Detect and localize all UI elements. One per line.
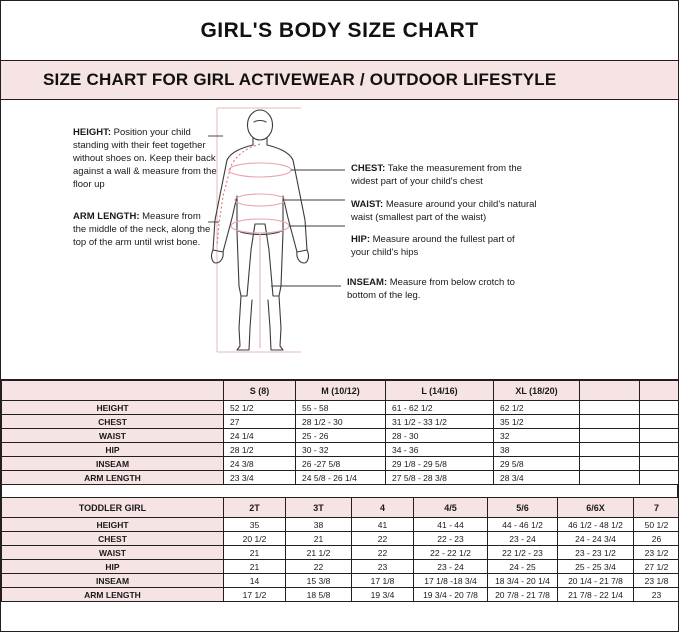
callout-arm-length bbox=[73, 210, 215, 249]
toddler-height-6-6x: 46 1/2 - 48 1/2 bbox=[558, 518, 634, 532]
toddler-header-2t: 2T bbox=[224, 498, 286, 518]
callout-inseam-text: Measure from below crotch to bottom of the leg. bbox=[347, 277, 515, 301]
toddler-hip-7: 27 1/2 bbox=[634, 560, 679, 574]
callout-hip-text: Measure around the fullest part of your child's hips bbox=[351, 234, 515, 258]
girls-height-l: 61 - 62 1/2 bbox=[386, 401, 494, 415]
toddler-chest-6-6x: 24 - 24 3/4 bbox=[558, 532, 634, 546]
girls-hip-extra2 bbox=[640, 443, 679, 457]
toddler-waist-4: 22 bbox=[352, 546, 414, 560]
toddler-chest-7: 26 bbox=[634, 532, 679, 546]
girls-height-xl: 62 1/2 bbox=[494, 401, 580, 415]
girls-row-label-height: HEIGHT bbox=[2, 401, 224, 415]
toddler-hip-3t: 22 bbox=[286, 560, 352, 574]
table-header-row bbox=[2, 498, 679, 518]
callout-waist-label: WAIST: bbox=[351, 199, 384, 210]
toddler-hip-2t: 21 bbox=[224, 560, 286, 574]
callout-chest-label: CHEST: bbox=[351, 163, 386, 174]
girls-arm-length-extra2 bbox=[640, 471, 679, 485]
girls-waist-l: 28 - 30 bbox=[386, 429, 494, 443]
girls-inseam-s: 24 3/8 bbox=[224, 457, 296, 471]
girls-header-m: M (10/12) bbox=[296, 381, 386, 401]
toddler-height-5-6: 44 - 46 1/2 bbox=[488, 518, 558, 532]
toddler-row-label-height: HEIGHT bbox=[2, 518, 224, 532]
toddler-arm-length-6-6x: 21 7/8 - 22 1/4 bbox=[558, 588, 634, 602]
toddler-row-label-chest: CHEST bbox=[2, 532, 224, 546]
toddler-height-4: 41 bbox=[352, 518, 414, 532]
toddler-arm-length-5-6: 20 7/8 - 21 7/8 bbox=[488, 588, 558, 602]
girls-hip-m: 30 - 32 bbox=[296, 443, 386, 457]
girls-arm-length-extra1 bbox=[580, 471, 640, 485]
girls-chest-m: 28 1/2 - 30 bbox=[296, 415, 386, 429]
girls-chest-xl: 35 1/2 bbox=[494, 415, 580, 429]
girls-waist-xl: 32 bbox=[494, 429, 580, 443]
girls-hip-l: 34 - 36 bbox=[386, 443, 494, 457]
toddler-hip-4-5: 23 - 24 bbox=[414, 560, 488, 574]
toddler-hip-5-6: 24 - 25 bbox=[488, 560, 558, 574]
toddler-height-4-5: 41 - 44 bbox=[414, 518, 488, 532]
callout-inseam-label: INSEAM: bbox=[347, 277, 388, 288]
girls-hip-xl: 38 bbox=[494, 443, 580, 457]
girls-height-extra1 bbox=[580, 401, 640, 415]
title-bar bbox=[1, 1, 678, 61]
toddler-chest-5-6: 23 - 24 bbox=[488, 532, 558, 546]
girls-waist-s: 24 1/4 bbox=[224, 429, 296, 443]
toddler-arm-length-4: 19 3/4 bbox=[352, 588, 414, 602]
toddler-chest-4-5: 22 - 23 bbox=[414, 532, 488, 546]
toddler-arm-length-2t: 17 1/2 bbox=[224, 588, 286, 602]
girls-header-s: S (8) bbox=[224, 381, 296, 401]
table-row bbox=[2, 457, 679, 471]
girls-height-s: 52 1/2 bbox=[224, 401, 296, 415]
table-row bbox=[2, 588, 679, 602]
toddler-height-3t: 38 bbox=[286, 518, 352, 532]
toddler-size-table bbox=[1, 497, 679, 602]
page-subtitle: SIZE CHART FOR GIRL ACTIVEWEAR / OUTDOOR LIFESTYLE bbox=[43, 70, 557, 89]
callout-chest bbox=[351, 162, 529, 188]
girls-waist-m: 25 - 26 bbox=[296, 429, 386, 443]
toddler-inseam-4-5: 17 1/8 -18 3/4 bbox=[414, 574, 488, 588]
callout-hip-label: HIP: bbox=[351, 234, 370, 245]
table-header-row bbox=[2, 381, 679, 401]
toddler-hip-6-6x: 25 - 25 3/4 bbox=[558, 560, 634, 574]
girls-inseam-extra2 bbox=[640, 457, 679, 471]
table-row bbox=[2, 429, 679, 443]
girls-arm-length-l: 27 5/8 - 28 3/8 bbox=[386, 471, 494, 485]
toddler-inseam-4: 17 1/8 bbox=[352, 574, 414, 588]
toddler-inseam-7: 23 1/8 bbox=[634, 574, 679, 588]
toddler-arm-length-7: 23 bbox=[634, 588, 679, 602]
table-row bbox=[2, 532, 679, 546]
callout-chest-text: Take the measurement from the widest part of your child's chest bbox=[351, 163, 522, 187]
girls-header-xl: XL (18/20) bbox=[494, 381, 580, 401]
toddler-row-label-inseam: INSEAM bbox=[2, 574, 224, 588]
toddler-waist-2t: 21 bbox=[224, 546, 286, 560]
toddler-row-label-arm-length: ARM LENGTH bbox=[2, 588, 224, 602]
toddler-waist-6-6x: 23 - 23 1/2 bbox=[558, 546, 634, 560]
table-row bbox=[2, 471, 679, 485]
toddler-inseam-2t: 14 bbox=[224, 574, 286, 588]
girls-arm-length-xl: 28 3/4 bbox=[494, 471, 580, 485]
toddler-header-3t: 3T bbox=[286, 498, 352, 518]
toddler-header-4-5: 4/5 bbox=[414, 498, 488, 518]
girls-inseam-m: 26 -27 5/8 bbox=[296, 457, 386, 471]
girls-hip-s: 28 1/2 bbox=[224, 443, 296, 457]
girls-chest-l: 31 1/2 - 33 1/2 bbox=[386, 415, 494, 429]
subtitle-bar bbox=[1, 61, 678, 100]
table-row bbox=[2, 401, 679, 415]
table-row bbox=[2, 560, 679, 574]
callout-height-text: Position your child standing with their feet together without shoes on. Keep their back against a wall & measure from the floor up bbox=[73, 127, 217, 190]
toddler-header-4: 4 bbox=[352, 498, 414, 518]
table-gap bbox=[1, 485, 678, 497]
girls-inseam-xl: 29 5/8 bbox=[494, 457, 580, 471]
toddler-height-2t: 35 bbox=[224, 518, 286, 532]
callout-height-label: HEIGHT: bbox=[73, 127, 111, 138]
girls-header-blank bbox=[2, 381, 224, 401]
toddler-arm-length-3t: 18 5/8 bbox=[286, 588, 352, 602]
callout-arm-length-label: ARM LENGTH: bbox=[73, 211, 140, 222]
girls-inseam-l: 29 1/8 - 29 5/8 bbox=[386, 457, 494, 471]
girls-waist-extra2 bbox=[640, 429, 679, 443]
girls-row-label-arm-length: ARM LENGTH bbox=[2, 471, 224, 485]
toddler-hip-4: 23 bbox=[352, 560, 414, 574]
callout-waist bbox=[351, 198, 537, 224]
toddler-row-label-waist: WAIST bbox=[2, 546, 224, 560]
toddler-inseam-5-6: 18 3/4 - 20 1/4 bbox=[488, 574, 558, 588]
girls-header-l: L (14/16) bbox=[386, 381, 494, 401]
toddler-inseam-6-6x: 20 1/4 - 21 7/8 bbox=[558, 574, 634, 588]
girls-hip-extra1 bbox=[580, 443, 640, 457]
callout-height bbox=[73, 126, 217, 191]
girls-row-label-hip: HIP bbox=[2, 443, 224, 457]
toddler-row-label-hip: HIP bbox=[2, 560, 224, 574]
table-row bbox=[2, 546, 679, 560]
girls-height-m: 55 - 58 bbox=[296, 401, 386, 415]
girls-height-extra2 bbox=[640, 401, 679, 415]
girls-header-extra1 bbox=[580, 381, 640, 401]
girls-row-label-chest: CHEST bbox=[2, 415, 224, 429]
toddler-waist-3t: 21 1/2 bbox=[286, 546, 352, 560]
toddler-chest-4: 22 bbox=[352, 532, 414, 546]
table-row bbox=[2, 415, 679, 429]
toddler-header-7: 7 bbox=[634, 498, 679, 518]
table-row bbox=[2, 574, 679, 588]
girls-waist-extra1 bbox=[580, 429, 640, 443]
toddler-header-5-6: 5/6 bbox=[488, 498, 558, 518]
toddler-header-title: TODDLER GIRL bbox=[2, 498, 224, 518]
callout-waist-text: Measure around your child's natural waist (smallest part of the waist) bbox=[351, 199, 537, 223]
toddler-waist-4-5: 22 - 22 1/2 bbox=[414, 546, 488, 560]
toddler-inseam-3t: 15 3/8 bbox=[286, 574, 352, 588]
table-row bbox=[2, 518, 679, 532]
measurement-diagram bbox=[1, 100, 678, 380]
callout-inseam bbox=[347, 276, 529, 302]
girls-arm-length-m: 24 5/8 - 26 1/4 bbox=[296, 471, 386, 485]
toddler-arm-length-4-5: 19 3/4 - 20 7/8 bbox=[414, 588, 488, 602]
girls-header-extra2 bbox=[640, 381, 679, 401]
toddler-height-7: 50 1/2 bbox=[634, 518, 679, 532]
girls-chest-extra1 bbox=[580, 415, 640, 429]
callout-arm-length-text: Measure from the middle of the neck, along the top of the arm until wrist bone. bbox=[73, 211, 211, 248]
girls-row-label-inseam: INSEAM bbox=[2, 457, 224, 471]
toddler-waist-7: 23 1/2 bbox=[634, 546, 679, 560]
toddler-waist-5-6: 22 1/2 - 23 bbox=[488, 546, 558, 560]
callout-hip bbox=[351, 233, 529, 259]
girls-row-label-waist: WAIST bbox=[2, 429, 224, 443]
girls-size-table bbox=[1, 380, 679, 485]
toddler-header-6-6x: 6/6X bbox=[558, 498, 634, 518]
table-row bbox=[2, 443, 679, 457]
girls-inseam-extra1 bbox=[580, 457, 640, 471]
toddler-chest-2t: 20 1/2 bbox=[224, 532, 286, 546]
girls-arm-length-s: 23 3/4 bbox=[224, 471, 296, 485]
toddler-chest-3t: 21 bbox=[286, 532, 352, 546]
girls-chest-extra2 bbox=[640, 415, 679, 429]
girls-chest-s: 27 bbox=[224, 415, 296, 429]
page-title: GIRL'S BODY SIZE CHART bbox=[200, 18, 479, 42]
